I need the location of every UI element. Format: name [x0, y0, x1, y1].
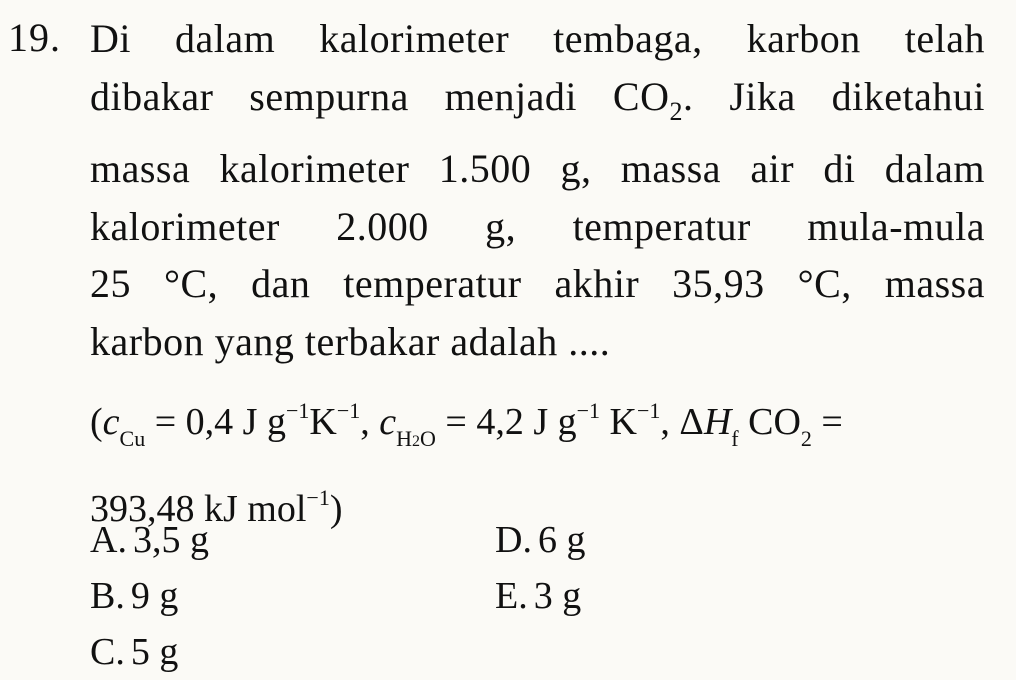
option-e-text: 3 g: [533, 575, 582, 617]
question-number: 19.: [8, 15, 61, 60]
cu-k-exponent: −1: [336, 398, 361, 423]
option-a-letter: A.: [90, 519, 127, 561]
co2-formula: [612, 73, 683, 126]
stem-line-2-tail: . Jika diketahui: [683, 73, 986, 119]
mol-exponent: −1: [306, 485, 330, 510]
stem-line-5: 25 °C, dan temperatur akhir 35,93 °C, massa: [90, 261, 985, 306]
separator-2: ,: [660, 401, 680, 443]
cu-k-unit: K: [309, 401, 337, 443]
formation-subscript: f: [731, 426, 739, 451]
h2o-k-unit: K: [600, 401, 637, 443]
option-d[interactable]: [495, 512, 585, 568]
options-row-3: [90, 624, 985, 680]
option-e[interactable]: [495, 568, 581, 624]
stem-line-2-text: dibakar sempurna menjadi: [90, 73, 578, 119]
c-cu-symbol: c: [102, 401, 120, 443]
option-b-text: 9 g: [130, 575, 179, 617]
h2o-subscript: [396, 426, 436, 451]
stem-line-3: massa kalorimeter 1.500 g, massa air di dalam: [90, 146, 985, 191]
given-co2: CO: [738, 401, 801, 443]
cu-g-exponent: −1: [285, 398, 310, 423]
cu-subscript: Cu: [119, 426, 146, 451]
h2o-sub-2: 2: [412, 433, 420, 450]
option-e-letter: E.: [495, 575, 528, 617]
separator-1: ,: [360, 401, 380, 443]
equals-sign: =: [811, 401, 843, 443]
enthalpy-value: 393,48 kJ mol: [90, 488, 307, 530]
co2-subscript: 2: [669, 96, 683, 126]
h2o-sub-o: O: [420, 426, 436, 451]
stem-line-2: [90, 68, 985, 141]
h2o-g-exponent: −1: [576, 398, 601, 423]
answer-options: [90, 512, 985, 680]
option-a[interactable]: [90, 512, 209, 568]
h2o-sub-h: H: [396, 426, 412, 451]
delta-symbol: Δ: [679, 401, 704, 443]
option-b-letter: B.: [90, 575, 125, 617]
enthalpy-symbol: H: [703, 401, 732, 443]
options-row-2: [90, 568, 985, 624]
option-a-text: 3,5 g: [132, 519, 209, 561]
option-c-letter: C.: [90, 631, 125, 673]
co2-symbol: CO: [612, 73, 670, 119]
stem-line-6: karbon yang terbakar adalah ....: [90, 318, 611, 364]
given-line-1: [90, 383, 985, 470]
cu-value: = 0,4 J g: [145, 401, 286, 443]
open-paren: (: [90, 401, 103, 443]
stem-line-4: kalorimeter 2.000 g, temperatur mula-mula: [90, 203, 985, 249]
option-b[interactable]: [90, 568, 178, 624]
question-stem: [90, 10, 985, 370]
option-c-text: 5 g: [130, 631, 179, 673]
options-row-1: [90, 512, 985, 568]
stem-line-1: Di dalam kalorimeter tembaga, karbon telah: [90, 16, 985, 61]
close-paren: ): [329, 488, 343, 530]
option-d-text: 6 g: [537, 519, 586, 561]
given-co2-subscript: 2: [800, 426, 812, 451]
c-h2o-symbol: c: [379, 401, 397, 443]
option-d-letter: D.: [495, 519, 532, 561]
h2o-k-exponent: −1: [636, 398, 661, 423]
h2o-value: = 4,2 J g: [435, 401, 577, 443]
option-c[interactable]: [90, 624, 178, 680]
